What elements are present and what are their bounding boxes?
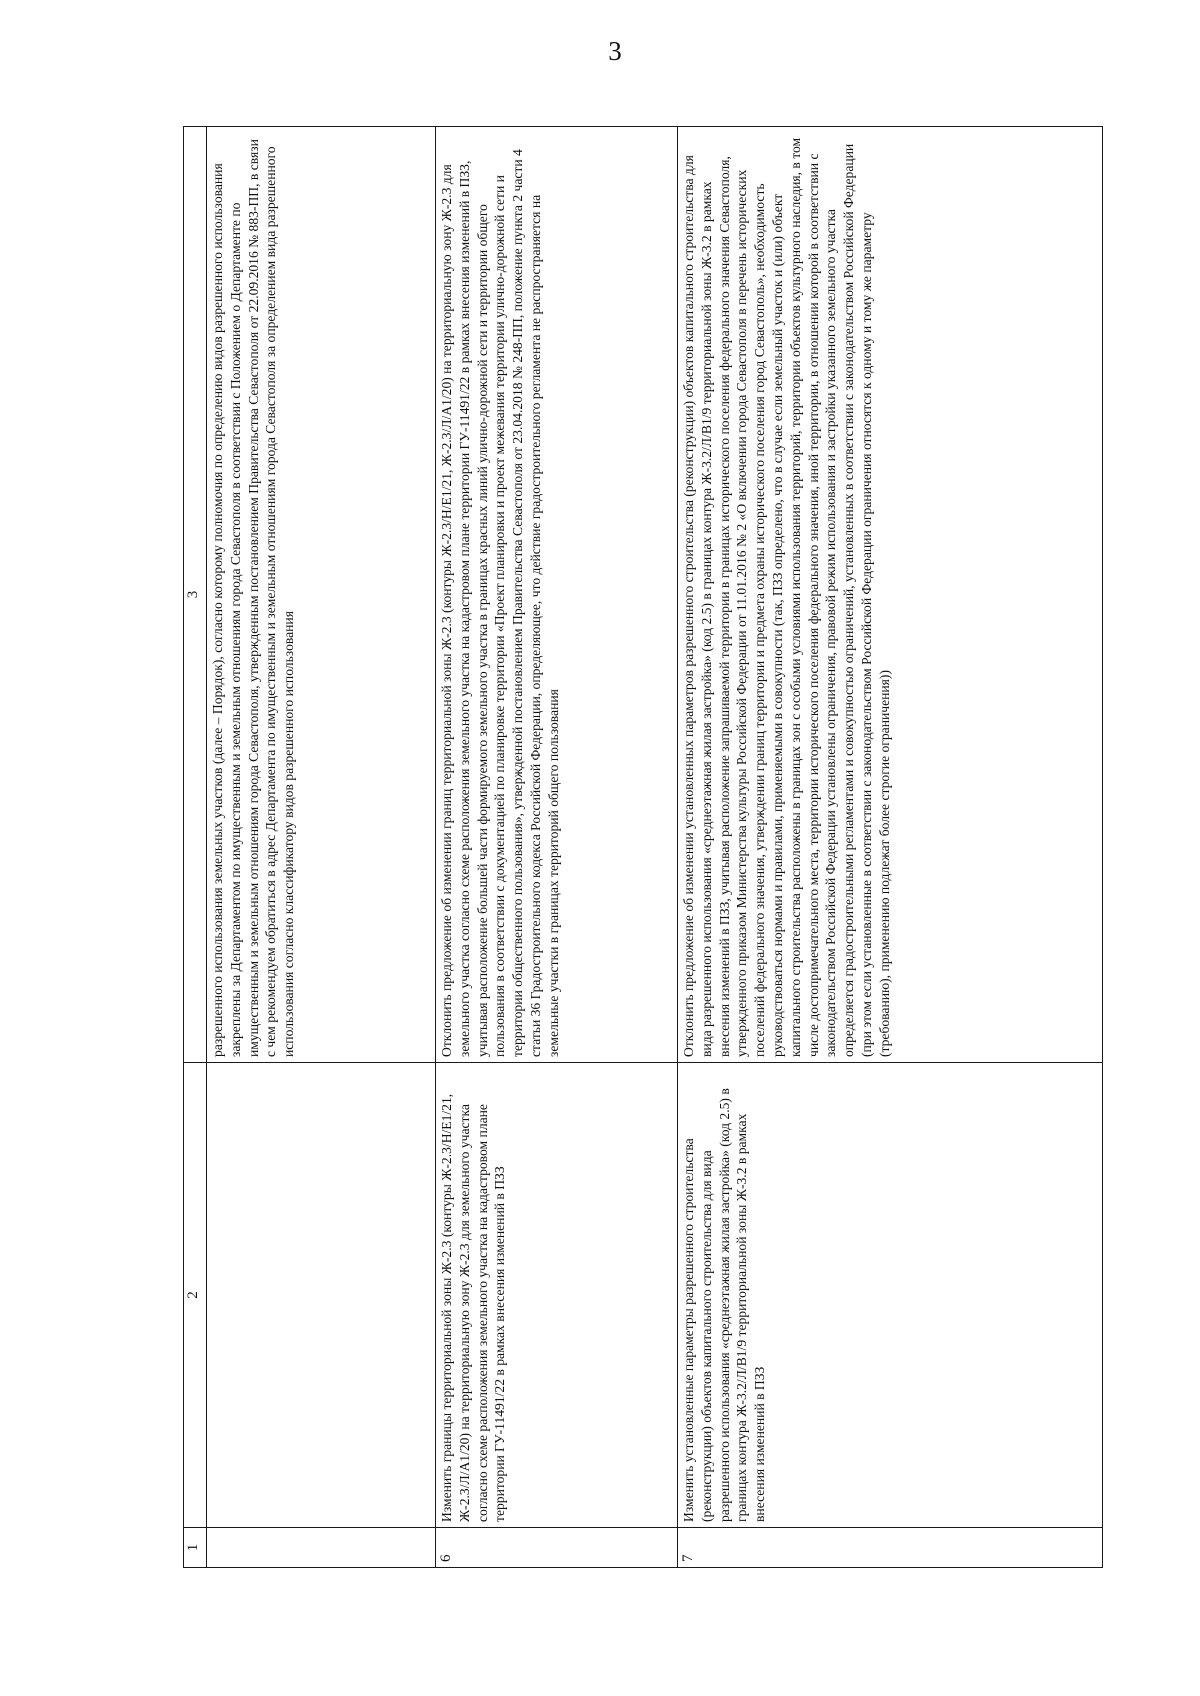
table-row [436,127,678,1568]
table-header-row [184,127,207,1568]
decision-cell: Отклонить предложение об изменении установленных параметров разрешенного строительства (реконструкции) объектов капитального строительства для вида разрешенного использования «среднеэтажная жилая застройка» (код 2.5) в границах контура Ж-3.2/Л/В1/9 территориальной зоны Ж-3.2 в рамках внесения изменений в ПЗЗ, учитывая расположение запрашиваемой территории в границах исторического поселения федерального значения Севастополя, утвержденного приказом Министерства культуры Российской Федерации от 11.01.2016 № 2 «О включении города Севастополя в перечень исторических поселений федерального значения, утверждении границ территории и предмета охраны исторического поселения город Севастополь», необходимость руководствоваться нормами и правилами, применяемыми в совокупности (так, ПЗЗ определено, что в случае если земельный участок и (или) объект капитального строительства расположены в границах зон с особыми условиями использования территорий, территории объектов культурного наследия, в том числе достопримечательного места, территории исторического поселения федерального значения, иной территории, в отношении которой в соответствии с законодательством Российской Федерации установлены ограничения, правовой режим использования и застройки указанного земельного участка определяется градостроительными регламентами и совокупностью ограничений, установленных в соответствии с законодательством Российской Федерации (при этом если установленные в соответствии с законодательством Российской Федерации ограничения относятся к одному и тому же параметру (требованию), применению подлежат более строгие ограничения)) [678,127,1103,1063]
row-number [207,1528,436,1568]
column-header-decision: 3 [184,127,207,1063]
column-header-number: 1 [184,1528,207,1568]
page-number: 3 [608,36,622,66]
table-row [678,127,1103,1568]
decision-cell: разрешенного использования земельных участков (далее – Порядок), согласно которому полномочия по определению видов разрешенного использования закреплены за Департаментом по имущественным и земельным отношениям города Севастополя в соответствии с Положением о Департаменте по имущественным и земельным отношениям города Севастополя, утвержденным постановлением Правительства Севастополя от 22.09.2016 № 883-ПП, в связи с чем рекомендуем обратиться в адрес Департамента по имущественным и земельным отношениям города Севастополя за определением вида разрешенного использования согласно классификатору видов разрешенного использования [207,127,436,1063]
decision-cell: Отклонить предложение об изменении границ территориальной зоны Ж-2.3 (контуры Ж-2.3/Н/Е1/21, Ж-2.3/Л/А1/20) на территориальную зону Ж-2.3 для земельного участка согласно схеме расположения земельного участка на кадастровом плане территории ГУ-11491/22 в рамках внесения изменений в ПЗЗ, учитывая расположение большей части формируемого земельного участка в границах красных линий улично-дорожной сети и территории общего пользования в соответствии с документацией по планировке территории «Проект планировки и проект межевания территории улично-дорожной сети и территории общественного пользования», утвержденной постановлением Правительства Севастополя от 23.04.2018 № 248-ПП, положение пункта 2 части 4 статьи 36 Градостроительного кодекса Российской Федерации, определяющее, что действие градостроительного регламента не распространяется на земельные участки в границах территорий общего пользования [436,127,678,1063]
row-number: 7 [678,1528,1103,1568]
proposal-cell: Изменить установленные параметры разрешенного строительства (реконструкции) объектов капитального строительства для вида разрешенного использования «среднеэтажная жилая застройка» (код 2.5) в границах контура Ж-3.2/Л/В1/9 территориальной зоны Ж-3.2 в рамках внесения изменений в ПЗЗ [678,1063,1103,1528]
row-number: 6 [436,1528,678,1568]
proposal-cell: Изменить границы территориальной зоны Ж-2.3 (контуры Ж-2.3/Н/Е1/21, Ж-2.3/Л/А1/20) на территориальную зону Ж-2.3 для земельного участка согласно схеме расположения земельного участка на кадастровом плане территории ГУ-11491/22 в рамках внесения изменений в ПЗЗ [436,1063,678,1528]
column-header-proposal: 2 [184,1063,207,1528]
table-container [183,126,1103,1568]
proposal-cell [207,1063,436,1528]
proposals-table [183,126,1103,1568]
rotated-table-frame [183,126,1103,1568]
table-row [207,127,436,1568]
